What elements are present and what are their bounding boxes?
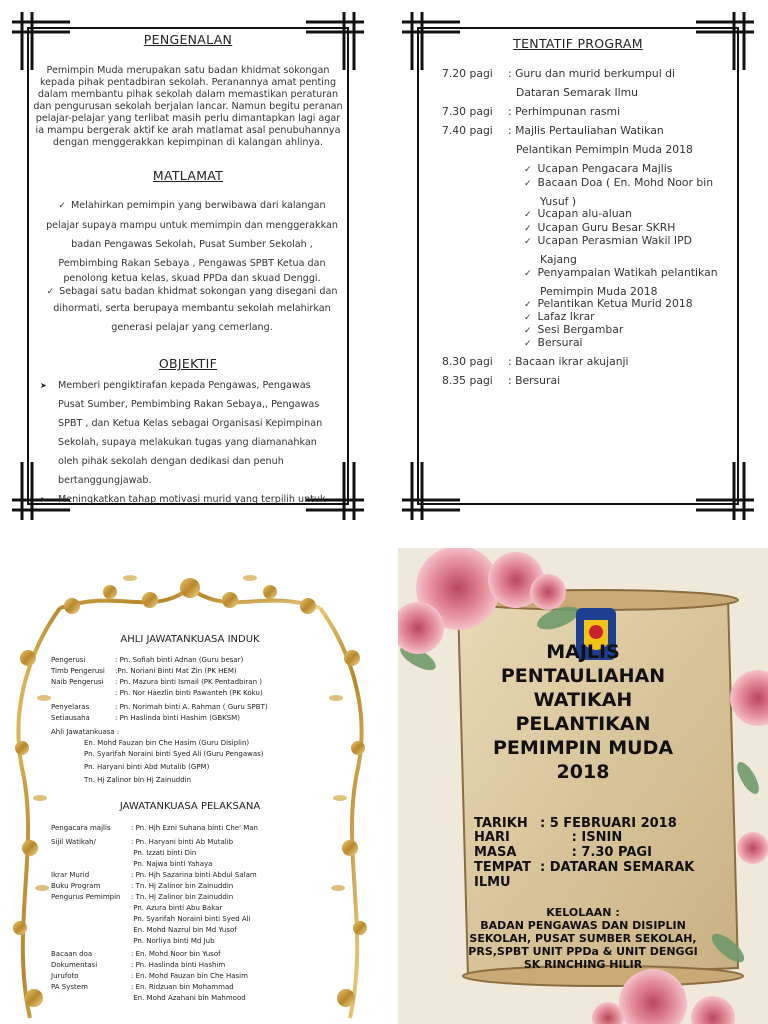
program-subitem [524, 266, 718, 279]
pengenalan-line: ia mampu bergerak aktif ke arah matlamat asal penubuhannya [35, 125, 341, 136]
info-label: ILMU [474, 875, 511, 890]
pelaksana-role: Buku Program [51, 882, 101, 890]
matlamat-line: Sebagai satu badan khidmat sokongan yang disegani dan [59, 286, 338, 297]
pelaksana-name: : En. Mohd Fauzan bin Che Hasim [131, 972, 248, 980]
pelaksana-name: : Tn. Hj Zalinor bin Zainuddin [131, 882, 234, 890]
pelaksana-name: En. Mohd Nazrul bin Md Yusof [131, 926, 237, 934]
info-row [474, 816, 677, 831]
program-row [442, 105, 620, 118]
title-line: WATIKAH [533, 689, 633, 711]
program-row [442, 355, 629, 368]
kelolaan-line: SK RINCHING HILIR [523, 958, 643, 971]
program-row-cont: Pelantikan Pemimpin Muda 2018 [516, 143, 693, 156]
title-line: 2018 [556, 761, 610, 783]
ahli-member: Pn. Haryani binti Abd Mutalib (GPM) [84, 763, 210, 771]
matlamat-text [32, 196, 352, 337]
matlamat-line: pelajar supaya mampu untuk memimpin dan menggerakkan [46, 220, 338, 231]
program-subitem [524, 234, 692, 247]
matlamat-heading: MATLAMAT [152, 168, 224, 183]
pelaksana-name: Pn. Syarifah Noraini binti Syed Ali [131, 915, 251, 923]
pelaksana-name: Pn. Najwa binti Yahaya [131, 860, 213, 868]
pelaksana-name: : En. Mohd Noor bin Yusof [131, 950, 221, 958]
title-line: PENTAULIAHAN [500, 665, 666, 687]
ajk-pelaksana-title: JAWATANKUASA PELAKSANA [119, 801, 261, 812]
info-value: : 7.30 PAGI [540, 845, 652, 860]
info-label: HARI [474, 830, 510, 845]
check-icon: ✓ [58, 201, 66, 211]
pelaksana-name: Pn. Izzati binti Din [131, 849, 197, 857]
pelaksana-row [51, 972, 248, 980]
ahli-member: Tn. Hj Zalinor bin Hj Zainuddin [84, 776, 192, 784]
check-icon: ✓ [524, 339, 532, 349]
check-icon: ✓ [524, 237, 532, 247]
committee-name: : Pn. Sofiah binti Adnan (Guru besar) [115, 656, 244, 664]
pelaksana-name: : Pn. Hjh Ezni Suhana binti Che' Man [131, 824, 258, 832]
kelolaan-block [398, 906, 768, 971]
pelaksana-role: PA System [51, 983, 88, 991]
program-panel [400, 10, 756, 522]
pengenalan-line: dalam membantu pihak sekolah dalam memastikan peraturan [37, 89, 339, 100]
pelaksana-name: : Tn. Hj Zalinor bin Zainuddin [131, 893, 234, 901]
committee-name: :Pn. Noriani Binti Mat Zin (PK HEM) [115, 667, 237, 675]
program-time: 8.35 pagi [442, 374, 493, 387]
committee-panel [0, 548, 380, 1024]
program-text: : Majlis Pertauliahan Watikan [508, 124, 664, 137]
cover-title [398, 640, 768, 784]
pengenalan-line: dan pengurusan sekolah berjalan lancar. Namun begitu peranan [33, 101, 343, 112]
program-subitem [524, 323, 623, 336]
committee-role: Pengerusi [51, 656, 86, 664]
pelaksana-role: Sijil Watikah/ [51, 838, 96, 846]
objektif-line: oleh pihak sekolah dengan dedikasi dan penuh [58, 456, 284, 467]
objektif-line: Memberi pengiktirafan kepada Pengawas, Pengawas [58, 380, 311, 391]
program-subitem-cont: Pemimpin Muda 2018 [540, 285, 658, 298]
matlamat-line: generasi pelajar yang cemerlang. [111, 322, 273, 333]
check-icon: ✓ [524, 224, 532, 234]
program-subitem [524, 162, 672, 175]
committee-name: : Pn Haslinda binti Hashim (GBKSM) [115, 714, 240, 722]
program-row [442, 124, 664, 137]
pelaksana-row [51, 937, 215, 945]
pengenalan-text [32, 65, 344, 149]
objektif-line: Pusat Sumber, Pembimbing Rakan Sebaya,, Pengawas [58, 399, 320, 410]
arrow-bullet-icon: ➤ [40, 381, 47, 390]
program-text: : Bacaan ikrar akujanji [508, 355, 629, 368]
program-subitem [524, 176, 713, 189]
ahli-member: En. Mohd Fauzan bin Che Hasim (Guru Disiplin) [84, 739, 250, 747]
subitem-text: Ucapan Perasmian Wakil IPD [537, 234, 692, 247]
info-row [474, 860, 694, 875]
pelaksana-name: : En. Ridzuan bin Mohammad [131, 983, 234, 991]
subitem-text: Ucapan alu-aluan [537, 207, 633, 220]
objektif-list [40, 376, 352, 509]
ahli-label: Ahli Jawatankuasa : [51, 728, 120, 736]
kelolaan-line: BADAN PENGAWAS DAN DISIPLIN [480, 919, 686, 932]
subitem-text: Bersurai [537, 336, 583, 349]
pelaksana-role: Pengacara majlis [51, 824, 111, 832]
check-icon: ✓ [524, 165, 532, 175]
committee-row [51, 678, 262, 686]
matlamat-line: Pembimbing Rakan Sebaya , Pengawas SPBT Ketua dan [58, 258, 326, 269]
arrow-bullet-icon: ➤ [40, 495, 47, 504]
program-time: 7.40 pagi [442, 124, 493, 137]
pelaksana-name: En. Mohd Azahani bin Mahmood [131, 994, 246, 1002]
pengenalan-line: dengan menggerakkan kepimpinan di kalangan ahlinya. [52, 137, 324, 148]
pelaksana-row [51, 860, 212, 868]
pelaksana-row [51, 950, 221, 958]
matlamat-line: penolong ketua kelas, skuad PPDa dan skuad Denggi. [63, 273, 321, 284]
info-value: : DATARAN SEMARAK [540, 860, 695, 875]
pelaksana-name: Pn. Norliya binti Md Jub [131, 937, 215, 945]
program-text: : Bersurai [508, 374, 561, 387]
title-line: PEMIMPIN MUDA [492, 737, 674, 759]
committee-name: : Pn. Nor Haezlin binti Pawanteh (PK Koku) [115, 689, 263, 697]
pelaksana-row [51, 915, 251, 923]
ahli-member: Pn. Syarifah Noraini binti Syed Ali (Guru Pengawas) [84, 750, 264, 758]
check-icon: ✓ [524, 179, 532, 189]
pelaksana-row [51, 893, 233, 901]
program-subitem-cont: Yusuf ) [540, 195, 577, 208]
program-subitem [524, 297, 693, 310]
program-subitem [524, 221, 675, 234]
pelaksana-row [51, 882, 233, 890]
committee-row [51, 667, 237, 675]
pengenalan-line: pelajar-pelajar yang terlibat masih perlu dimantapkan lagi agar [35, 113, 341, 124]
pengenalan-line: Pemimpin Muda merupakan satu badan khidmat sokongan [46, 65, 330, 76]
check-icon: ✓ [524, 326, 532, 336]
pelaksana-name: Pn. Azura binti Abu Bakar [131, 904, 223, 912]
program-subitem-cont: Kajang [540, 253, 577, 266]
pelaksana-role: Ikrar Murid [51, 871, 90, 879]
info-row [474, 875, 540, 890]
pelaksana-row [51, 838, 233, 846]
intro-panel [10, 10, 366, 522]
info-label: TEMPAT [474, 860, 531, 875]
objektif-line: Meningkatkan tahap motivasi murid yang terpilih untuk [58, 494, 326, 505]
kelolaan-line: KELOLAAN : [546, 906, 620, 919]
pelaksana-role: Pengurus Pemimpin [51, 893, 121, 901]
objektif-line: Sekolah, supaya melakukan tugas yang diamanahkan [58, 437, 317, 448]
committee-name: : Pn. Norimah binti A. Rahman ( Guru SPBT) [115, 703, 268, 711]
program-subitem [524, 310, 595, 323]
info-label: TARIKH [474, 816, 528, 831]
pelaksana-row [51, 871, 257, 879]
info-row [474, 845, 652, 860]
program-time: 7.20 pagi [442, 67, 493, 80]
pelaksana-role: Dokumentasi [51, 961, 98, 969]
pelaksana-name: : Pn. Hjh Sazarina binti Abdul Salam [131, 871, 257, 879]
info-label: MASA [474, 845, 517, 860]
program-row-cont: Dataran Semarak Ilmu [516, 86, 639, 99]
committee-role: Penyelaras [51, 703, 90, 711]
program-subitem [524, 336, 583, 349]
program-time: 8.30 pagi [442, 355, 493, 368]
subitem-text: Bacaan Doa ( En. Mohd Noor bin [537, 176, 714, 189]
subitem-text: Pelantikan Ketua Murid 2018 [537, 297, 693, 310]
matlamat-line: dihormati, serta berupaya membantu sekolah melahirkan [53, 303, 331, 314]
check-icon: ✓ [524, 210, 532, 220]
subitem-text: Sesi Bergambar [537, 323, 624, 336]
committee-row [51, 703, 268, 711]
pelaksana-row [51, 983, 234, 991]
committee-row [51, 714, 240, 722]
objektif-line: SPBT , dan Ketua Kelas sebagai Organisasi Kepimpinan [58, 418, 323, 429]
title-line: PELANTIKAN [515, 713, 651, 735]
check-icon: ✓ [524, 269, 532, 279]
committee-row [51, 656, 243, 664]
pelaksana-name: : Pn. Haryani binti Ab Mutalib [131, 838, 234, 846]
pelaksana-row [51, 849, 196, 857]
program-time: 7.30 pagi [442, 105, 493, 118]
program-row [442, 374, 560, 387]
info-value: : ISNIN [540, 830, 623, 845]
title-line: MAJLIS [546, 641, 620, 663]
program-row [442, 67, 675, 80]
committee-role: Timb Pengerusi [51, 667, 105, 675]
program-text: : Guru dan murid berkumpul di [508, 67, 676, 80]
subitem-text: Ucapan Guru Besar SKRH [537, 221, 676, 234]
subitem-text: Penyampaian Watikah pelantikan [537, 266, 718, 279]
kelolaan-line: PRS,SPBT UNIT PPDa & UNIT DENGGI [468, 945, 698, 958]
committee-row [51, 689, 263, 697]
kelolaan-line: SEKOLAH, PUSAT SUMBER SEKOLAH, [469, 932, 697, 945]
committee-role: Naib Pengerusi [51, 678, 104, 686]
pelaksana-row [51, 961, 225, 969]
pelaksana-row [51, 904, 222, 912]
pelaksana-row [51, 926, 237, 934]
ajk-induk-title: AHLI JAWATANKUASA INDUK [120, 634, 260, 645]
matlamat-line: Melahirkan pemimpin yang berwibawa dari kalangan [70, 200, 326, 211]
program-subitem [524, 207, 632, 220]
info-value: : 5 FEBRUARI 2018 [540, 816, 677, 831]
pelaksana-row [51, 994, 246, 1002]
pengenalan-heading: PENGENALAN [143, 32, 233, 47]
program-text: : Perhimpunan rasmi [508, 105, 621, 118]
subitem-text: Ucapan Pengacara Majlis [537, 162, 673, 175]
pelaksana-role: Bacaan doa [51, 950, 93, 958]
pelaksana-row [51, 824, 258, 832]
committee-role: Setiausaha [51, 714, 90, 722]
objektif-heading: OBJEKTIF [158, 356, 218, 371]
tentatif-heading: TENTATIF PROGRAM [513, 36, 643, 51]
check-icon: ✓ [524, 300, 532, 310]
committee-name: : Pn. Mazura binti Ismail (PK Pentadbiran ) [115, 678, 262, 686]
info-row [474, 830, 622, 845]
cover-panel [398, 548, 768, 1024]
pengenalan-line: kepada pihak pentadbiran sekolah. Peranannya amat penting [39, 77, 337, 88]
matlamat-line: badan Pengawas Sekolah, Pusat Sumber Sekolah , [71, 239, 313, 250]
pelaksana-name: : Pn. Haslinda binti Hashim [131, 961, 226, 969]
pelaksana-role: Jurufoto [51, 972, 79, 980]
check-icon: ✓ [46, 287, 55, 297]
subitem-text: Lafaz Ikrar [537, 310, 595, 323]
check-icon: ✓ [524, 313, 532, 323]
objektif-line: bertanggungjawab. [58, 475, 152, 486]
